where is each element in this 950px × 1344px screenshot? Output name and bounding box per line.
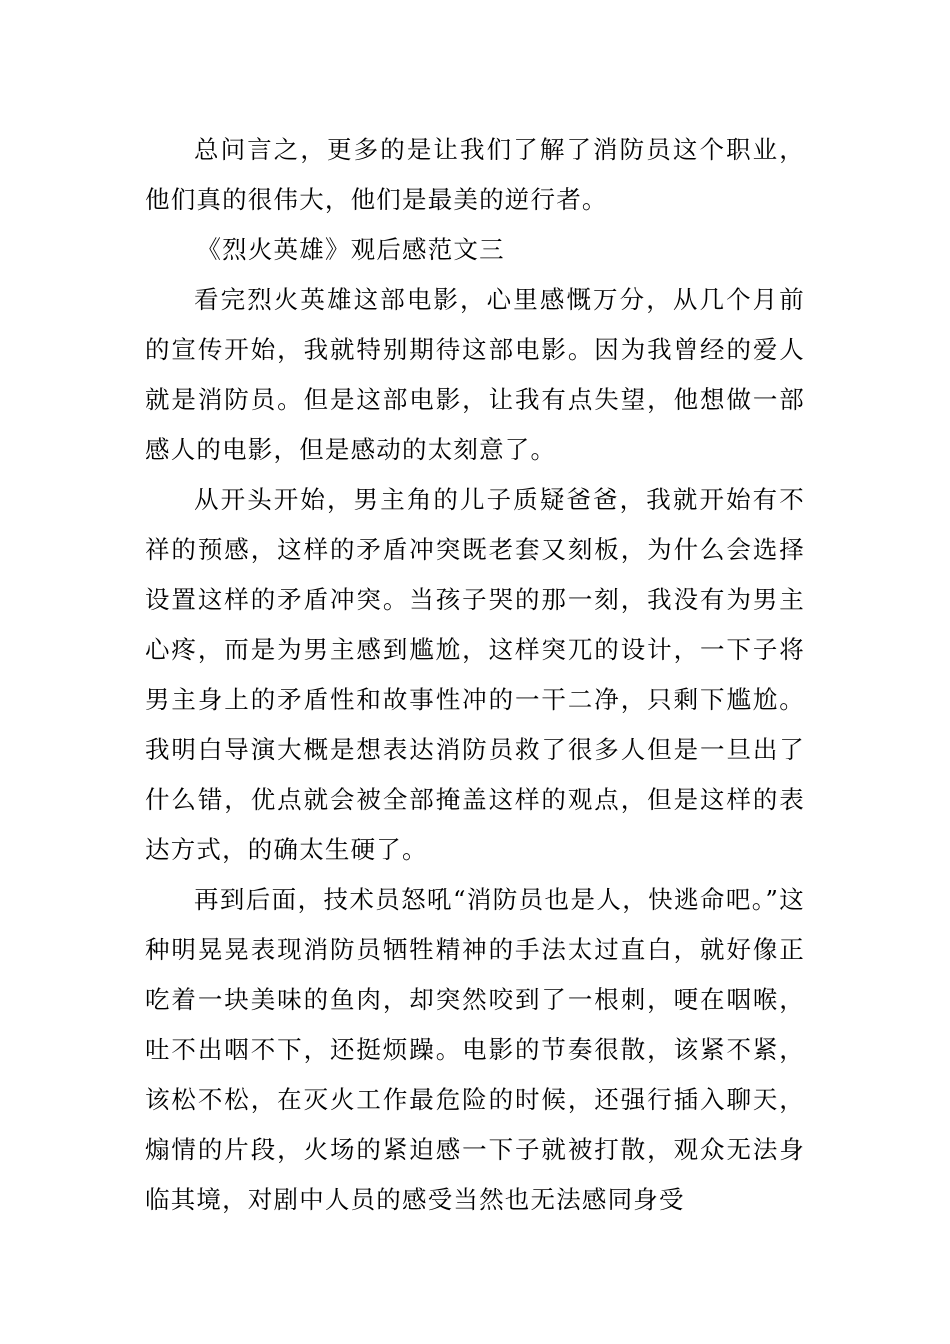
paragraph-conclusion: 总问言之，更多的是让我们了解了消防员这个职业，他们真的很伟大，他们是最美的逆行者。 [145, 135, 805, 214]
paragraph-later-critique: 再到后面，技术员怒吼“消防员也是人，快逃命吧。”这种明晃晃表现消防员牺牲精神的手法太过直白，就好像正吃着一块美味的鱼肉，却突然咬到了一根刺，哽在咽喉，吐不出咽不下，还挺烦躁。电影的节奏很散，该紧不紧，该松不松，在灭火工作最危险的时候，还强行插入聊天，煽情的片段，火场的紧迫感一下子就被打散，观众无法身临其境，对剧中人员的感受当然也无法感同身受 [145, 885, 805, 1214]
paragraph-intro: 看完烈火英雄这部电影，心里感慨万分，从几个月前的宣传开始，我就特别期待这部电影。因为我曾经的爱人就是消防员。但是这部电影，让我有点失望，他想做一部感人的电影，但是感动的太刻意了。 [145, 285, 805, 464]
section-heading: 《烈火英雄》观后感范文三 [196, 235, 505, 264]
paragraph-opening-critique: 从开头开始，男主角的儿子质疑爸爸，我就开始有不祥的预感，这样的矛盾冲突既老套又刻板，为什么会选择设置这样的矛盾冲突。当孩子哭的那一刻，我没有为男主心疼，而是为男主感到尴尬，这样突兀的设计，一下子将男主身上的矛盾性和故事性冲的一干二净，只剩下尴尬。我明白导演大概是想表达消防员救了很多人但是一旦出了什么错，优点就会被全部掩盖这样的观点，但是这样的表达方式，的确太生硬了。 [145, 485, 805, 864]
document-page [145, 125, 805, 1225]
